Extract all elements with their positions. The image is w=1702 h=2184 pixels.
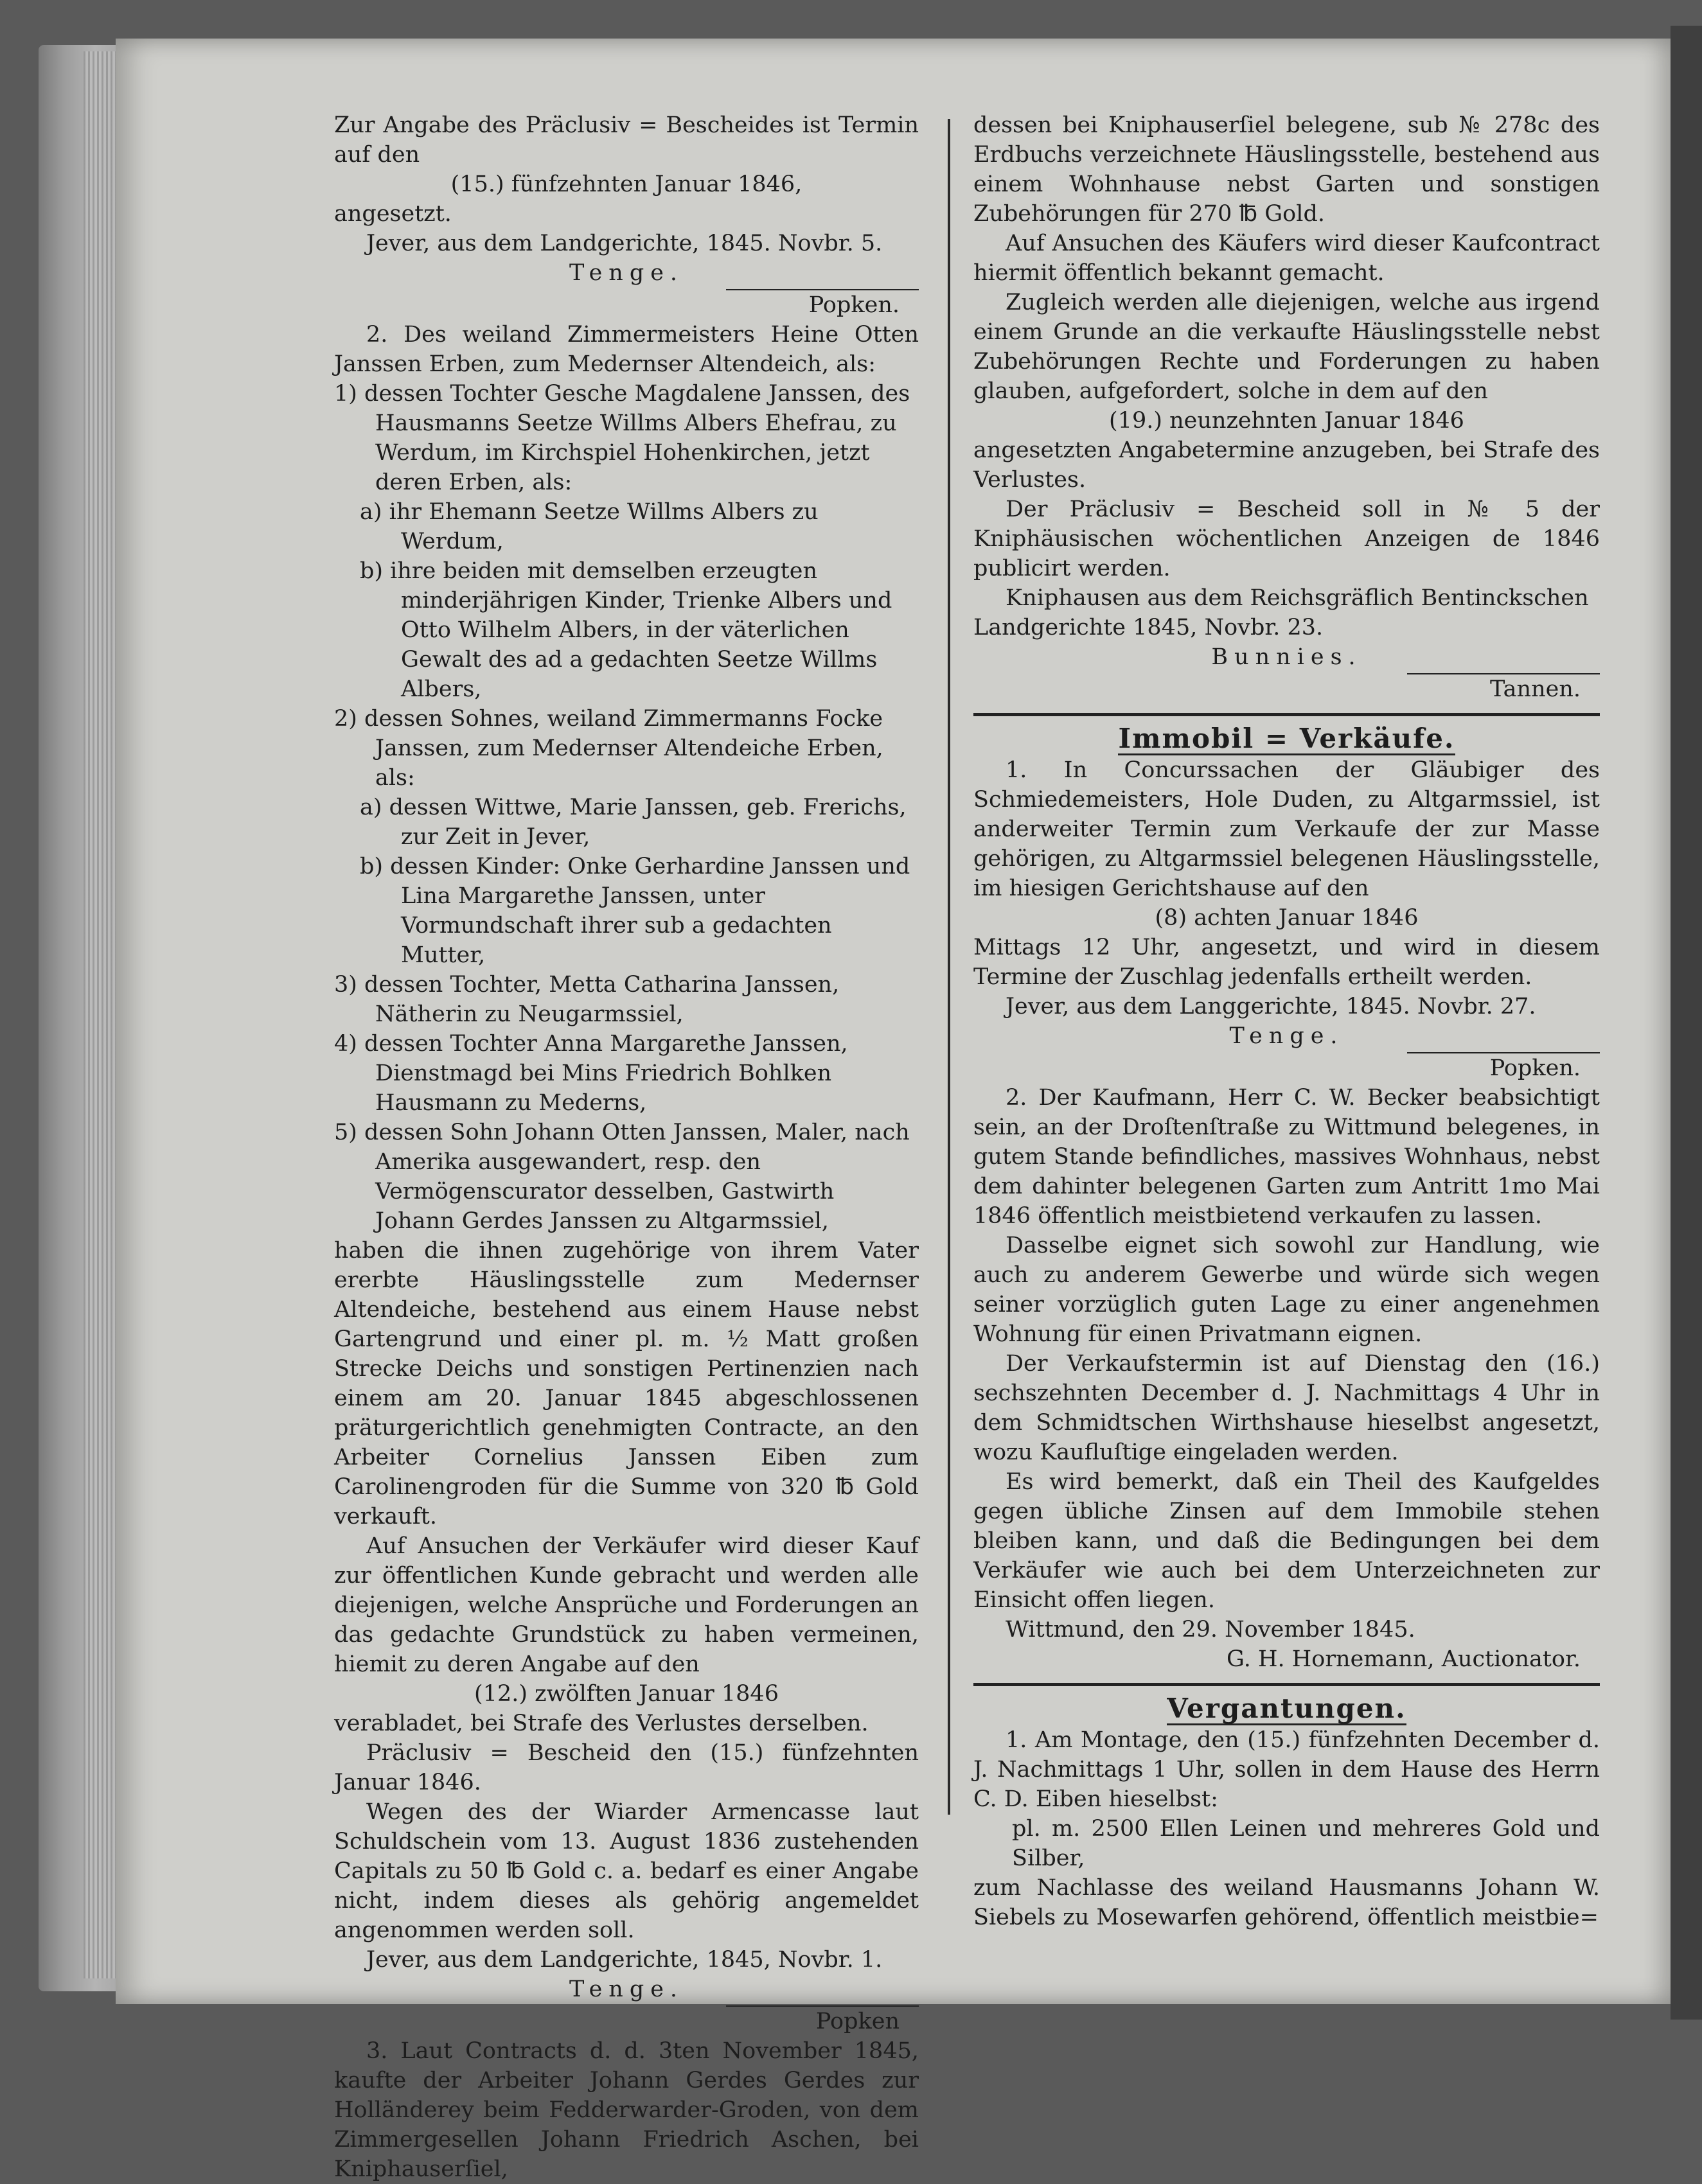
notice-3-continued: dessen bei Kniphauserſiel belegene, sub № 278c des Erdbuchs verzeichnete Häuslingsstelle, bestehend aus einem Wohnhause nebst Garten und sonstigen Zubehörungen für 270 ℔ Gold. — [973, 112, 1600, 227]
section-rule — [973, 1683, 1600, 1686]
notice-2-item-4: 4) dessen Tochter Anna Margarethe Janssen, Dienstmagd bei Mins Friedrich Bohlken Hausmann zu Mederns, — [334, 1031, 848, 1116]
book-edge-right — [1671, 26, 1702, 2020]
notice-3-text-4: angesetzten Angabetermine anzugeben, bei Strafe des Verlustes. — [973, 437, 1600, 493]
immobil-2-text-3: Der Verkaufstermin ist auf Dienstag den (16.) sechszehnten December d. J. Nachmittags 4 Uhr in dem Schmidtschen Wirthshause hieselbst angesetzt, wozu Kaufluſtige eingeladen werden. — [973, 1351, 1600, 1465]
section-heading-vergantungen-text: Vergantungen. — [1167, 1693, 1406, 1724]
vergant-1-text-3: zum Nachlasse des weiland Hausmanns Johann W. Siebels zu Mosewarfen gehörend, öffentlich meistbie= — [973, 1875, 1600, 1930]
notice-2-item-2b: b) dessen Kinder: Onke Gerhardine Janssen und Lina Margarethe Janssen, unter Vormundschaft ihrer sub a gedachten Mutter, — [360, 854, 910, 968]
notice-3-text-3: Zugleich werden alle diejenigen, welche aus irgend einem Grunde an die verkaufte Häuslingsstelle nebst Zubehörungen Rechte und Forderungen zu haben glauben, aufgefordert, solche in dem auf den — [973, 290, 1600, 404]
immobil-2-place: Wittmund, den 29. November 1845. — [1006, 1617, 1415, 1642]
notice-2-body-5: Wegen des der Wiarder Armencasse laut Schuldschein vom 13. August 1836 zustehenden Capitals zu 50 ℔ Gold c. a. bedarf es einer Angabe nicht, indem dieses als gehörig angemeldet angenommen werden soll. — [334, 1799, 919, 1943]
section-heading-immobil — [973, 724, 1600, 755]
notice-2-item-2: 2) dessen Sohnes, weiland Zimmermanns Focke Janssen, zum Medernser Altendeiche Erben, als: — [334, 706, 883, 791]
notice-intro-date: (15.) fünfzehnten Januar 1846, — [450, 172, 802, 197]
immobil-2-text-2: Dasselbe eignet sich sowohl zur Handlung, wie auch zu anderem Gewerbe und würde sich wegen seiner vorzüglich guten Lage zu einer angenehmen Wohnung für einen Privatmann eignen. — [973, 1233, 1600, 1347]
notice-2-body-3: verabladet, bei Strafe des Verlustes derselben. — [334, 1711, 869, 1736]
notice-3-text: 3. Laut Contracts d. d. 3ten November 1845, kaufte der Arbeiter Johann Gerdes Gerdes zur Holländerey beim Fedderwarder-Groden, von dem Zimmergesellen Johann Friedrich Aschen, bei Kniphauserſiel, — [334, 2038, 919, 2182]
notice-intro-text-2: angesetzt. — [334, 201, 452, 227]
notice-3-place: Kniphausen aus dem Reichsgräflich Bentinckschen Landgerichte 1845, Novbr. 23. — [973, 585, 1589, 640]
notice-2-item-1b: b) ihre beiden mit demselben erzeugten minderjährigen Kinder, Trienke Albers und Otto Wilhelm Albers, in der väterlichen Gewalt des ad a gedachten Seetze Willms Albers, — [360, 558, 892, 702]
section-heading-vergantungen — [973, 1694, 1600, 1725]
immobil-1-signature-2: Popken. — [1489, 1055, 1581, 1081]
notice-2-body-4: Präclusiv = Bescheid den (15.) fünfzehnten Januar 1846. — [334, 1740, 919, 1795]
immobil-1-text: 1. In Concurssachen der Gläubiger des Schmiedemeisters, Hole Duden, zu Altgarmssiel, ist anderweiter Termin zum Verkaufe der zur Masse gehörigen, zu Altgarmssiel belegenen Häuslingsstelle, im hiesigen Gerichtshause auf den — [973, 757, 1600, 901]
notice-3-signature-2: Tannen. — [1490, 676, 1581, 702]
notice-2-signature: Tenge. — [569, 1977, 684, 2002]
left-column — [334, 110, 919, 2184]
immobil-2-text-4: Es wird bemerkt, daß ein Theil des Kaufgeldes gegen übliche Zinsen auf dem Immobile stehen bleiben kann, und daß die Bedingungen bei dem Verkäufer wie auch bei dem Unterzeichneten zur Einsicht offen liegen. — [973, 1469, 1600, 1613]
notice-2-item-2a: a) dessen Wittwe, Marie Janssen, geb. Frerichs, zur Zeit in Jever, — [360, 795, 907, 850]
immobil-2-signature: G. H. Hornemann, Auctionator. — [1226, 1646, 1581, 1672]
notice-2-body: haben die ihnen zugehörige von ihrem Vater ererbte Häuslingsstelle zum Medernser Altendeiche, bestehend aus einem Hause nebst Gartengrund und einer pl. m. ½ Matt großen Strecke Deichs und sonstigen Pertinenzien nach einem am 20. Januar 1845 abgeschlossenen präturgerichtlich genehmigten Contracte, an den Arbeiter Cornelius Janssen Eiben zum Carolinengroden für die Summe von 320 ℔ Gold verkauft. — [334, 1238, 919, 1529]
right-column — [973, 110, 1600, 1932]
notice-2-item-5: 5) dessen Sohn Johann Otten Janssen, Maler, nach Amerika ausgewandert, resp. den Vermögenscurator desselben, Gastwirth Johann Gerdes Janssen zu Altgarmssiel, — [334, 1120, 910, 1234]
column-divider — [948, 119, 950, 1815]
section-rule — [973, 713, 1600, 716]
immobil-1-place: Jever, aus dem Langgerichte, 1845. Novbr. 27. — [1006, 994, 1536, 1019]
notice-2-item-1a: a) ihr Ehemann Seetze Willms Albers zu Werdum, — [360, 499, 819, 554]
notice-intro-signature-2: Popken. — [808, 292, 900, 318]
vergant-1-text: 1. Am Montage, den (15.) fünfzehnten December d. J. Nachmittags 1 Uhr, sollen in dem Hause des Herrn C. D. Eiben hieselbst: — [973, 1727, 1600, 1812]
notice-2-body-2: Auf Ansuchen der Verkäufer wird dieser Kauf zur öffentlichen Kunde gebracht und werden alle diejenigen, welche Ansprüche und Forderungen an das gedachte Grundstück zu haben vermeinen, hiemit zu deren Angabe auf den — [334, 1533, 919, 1677]
notice-2-signature-2: Popken — [815, 2009, 900, 2034]
notice-2-heading: 2. Des weiland Zimmermeisters Heine Otten Janssen Erben, zum Medernser Altendeich, als: — [334, 322, 919, 377]
notice-3-signature: Bunnies. — [1211, 644, 1362, 670]
notice-3-text-5: Der Präclusiv = Bescheid soll in № 5 der Kniphäusischen wöchentlichen Anzeigen de 1846 publicirt werden. — [973, 497, 1600, 581]
notice-3-date: (19.) neunzehnten Januar 1846 — [1109, 408, 1464, 434]
immobil-2-text: 2. Der Kaufmann, Herr C. W. Becker beabsichtigt sein, an der Droſtenſtraße zu Wittmund belegenes, in gutem Stande befindliches, massives Wohnhaus, nebst dem dahinter belegenen Garten zum Antritt 1mo Mai 1846 öffentlich meistbietend verkaufen zu lassen. — [973, 1085, 1600, 1229]
notice-intro-place: Jever, aus dem Landgerichte, 1845. Novbr. 5. — [366, 231, 883, 256]
immobil-1-text-2: Mittags 12 Uhr, angesetzt, und wird in diesem Termine der Zuschlag jedenfalls ertheilt werden. — [973, 935, 1600, 990]
notice-intro-signature: Tenge. — [569, 260, 684, 286]
notice-2-date: (12.) zwölften Januar 1846 — [474, 1681, 779, 1707]
immobil-1-date: (8) achten Januar 1846 — [1155, 905, 1419, 931]
notice-3-text-2: Auf Ansuchen des Käufers wird dieser Kaufcontract hiermit öffentlich bekannt gemacht. — [973, 231, 1600, 286]
notice-2-item-1: 1) dessen Tochter Gesche Magdalene Janssen, des Hausmanns Seetze Willms Albers Ehefrau, zu Werdum, im Kirchspiel Hohenkirchen, jetzt deren Erben, als: — [334, 381, 910, 495]
notice-intro-text: Zur Angabe des Präclusiv = Bescheides ist Termin auf den — [334, 112, 919, 168]
section-heading-immobil-text: Immobil = Verkäufe. — [1118, 723, 1455, 754]
immobil-1-signature: Tenge. — [1229, 1023, 1344, 1049]
notice-2-item-3: 3) dessen Tochter, Metta Catharina Janssen, Nätherin zu Neugarmssiel, — [334, 972, 840, 1027]
vergant-1-text-2: pl. m. 2500 Ellen Leinen und mehreres Gold und Silber, — [1012, 1816, 1600, 1871]
notice-2-place: Jever, aus dem Landgerichte, 1845, Novbr. 1. — [366, 1947, 883, 1973]
